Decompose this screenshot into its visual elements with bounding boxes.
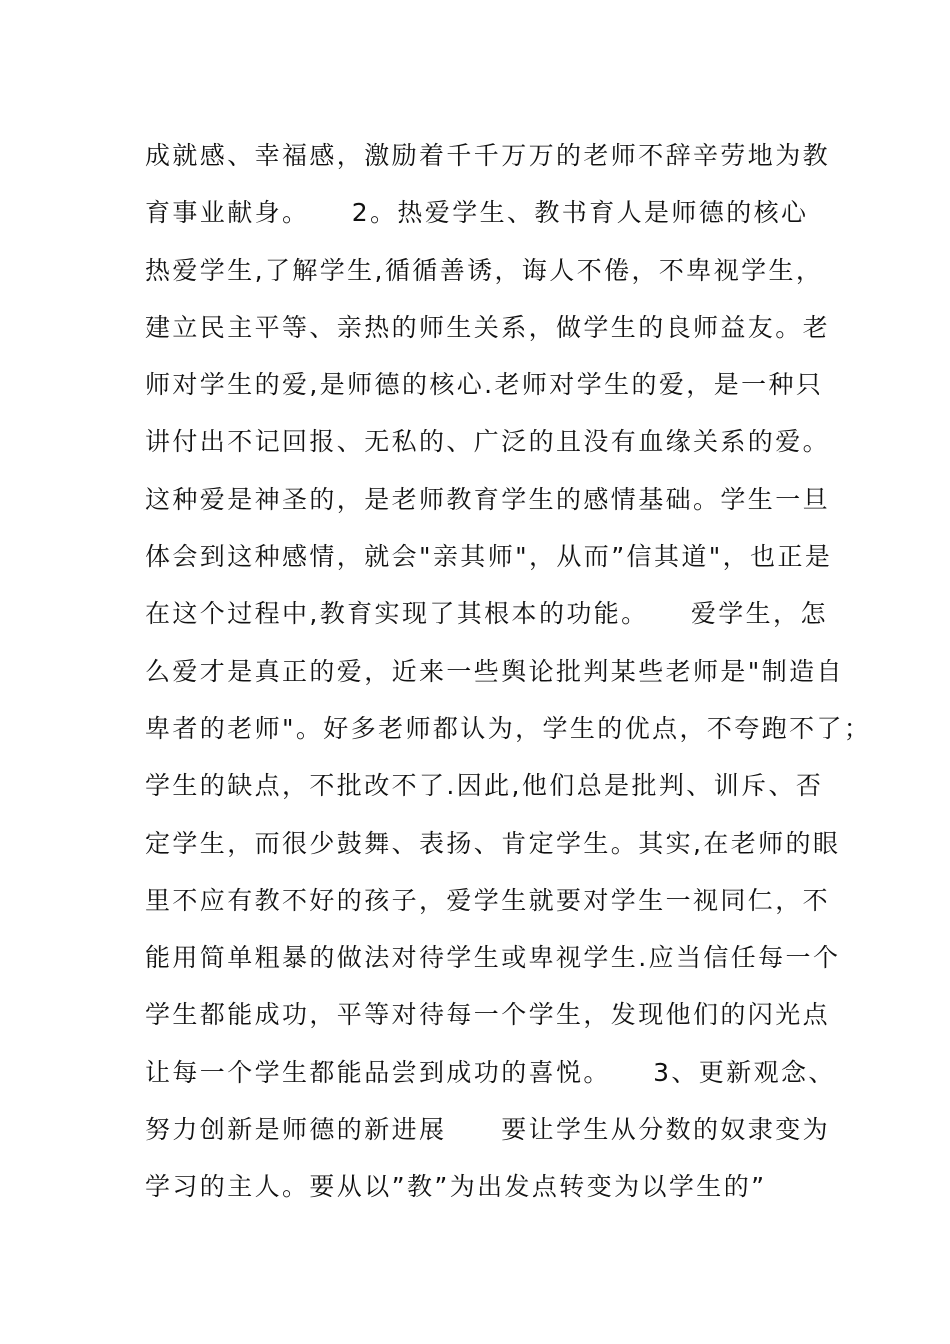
text-line: 学习的主人。要从以”教”为出发点转变为以学生的”	[145, 1172, 767, 1202]
text-line: 建立民主平等、亲热的师生关系，做学生的良师益友。老	[145, 312, 831, 342]
text-line: 热爱学生,了解学生,循循善诱，诲人不倦，不卑视学生，	[145, 255, 824, 285]
text-line: 学生都能成功，平等对待每一个学生，发现他们的闪光点	[145, 1000, 831, 1030]
text-line: 在这个过程中,教育实现了其根本的功能。 爱学生，怎	[145, 599, 828, 629]
text-line: 能用简单粗暴的做法对待学生或卑视学生.应当信任每一个	[145, 943, 841, 973]
text-line: 让每一个学生都能品尝到成功的喜悦。 3、更新观念、	[145, 1057, 836, 1087]
text-line: 学生的缺点，不批改不了.因此,他们总是批判、训斥、否	[145, 771, 824, 801]
text-line: 里不应有教不好的孩子，爱学生就要对学生一视同仁，不	[145, 885, 831, 915]
text-line: 卑者的老师"。好多老师都认为，学生的优点，不夸跑不了；	[145, 713, 872, 743]
text-line: 师对学生的爱,是师德的核心.老师对学生的爱，是一种只	[145, 370, 824, 400]
body-text	[145, 127, 872, 1216]
text-line: 讲付出不记回报、无私的、广泛的且没有血缘关系的爱。	[145, 427, 831, 457]
text-line: 育事业献身。 2。热爱学生、教书育人是师德的核心	[145, 198, 809, 228]
text-line: 努力创新是师德的新进展 要让学生从分数的奴隶变为	[145, 1115, 831, 1145]
text-line: 么爱才是真正的爱，近来一些舆论批判某些老师是"制造自	[145, 656, 844, 686]
text-line: 成就感、幸福感，激励着千千万万的老师不辞辛劳地为教	[145, 141, 831, 170]
text-line: 体会到这种感情，就会"亲其师"，从而”信其道"，也正是	[145, 542, 833, 572]
text-line: 定学生，而很少鼓舞、表扬、肯定学生。其实,在老师的眼	[145, 828, 841, 858]
text-line: 这种爱是神圣的，是老师教育学生的感情基础。学生一旦	[145, 484, 831, 514]
